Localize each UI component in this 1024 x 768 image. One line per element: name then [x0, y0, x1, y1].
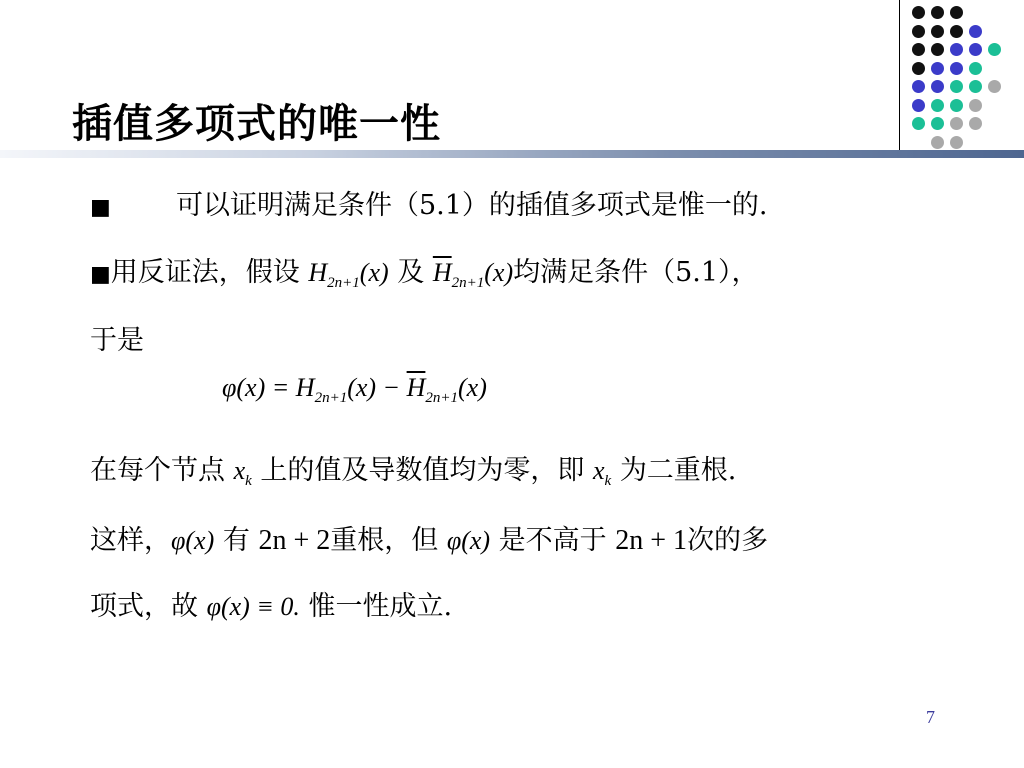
decor-dot [931, 80, 944, 93]
hbar-arg: (x) [484, 258, 514, 287]
decor-dot [931, 99, 944, 112]
decor-dot [950, 25, 963, 38]
line5-text-a: 这样， [90, 525, 171, 556]
line2-text-c: 均满足条件（5.1）， [513, 257, 759, 288]
formula-h-sub: 2n+1 [314, 390, 348, 406]
hbar-subscript: 2n+1 [451, 275, 485, 291]
line6-text-b: 故 [171, 591, 198, 622]
xk-symbol: x [233, 456, 246, 485]
hbar-symbol: $\overline{H}$ [432, 258, 452, 287]
decor-dot [950, 117, 963, 130]
formula-hbar-sub: 2n+1 [425, 390, 459, 406]
line2-text-a: 用反证法，假设 [110, 257, 300, 288]
body-line-2 [90, 250, 759, 292]
line4-text-b: 上的值及导数值均为零，即 [260, 455, 585, 486]
page-number: 7 [926, 707, 935, 727]
body-line-6 [90, 584, 452, 623]
decor-dot [931, 6, 944, 19]
body-line-4 [90, 448, 736, 490]
xk-subscript-2: k [604, 473, 612, 489]
decor-dot [969, 25, 982, 38]
bullet-square-icon: ■ [90, 262, 111, 287]
decor-dot [988, 80, 1001, 93]
decor-dot [950, 6, 963, 19]
decor-dot [912, 43, 925, 56]
decor-dot [931, 117, 944, 130]
decor-dot [912, 25, 925, 38]
line5-text-e: 次的多 [687, 525, 769, 556]
decor-dot [950, 99, 963, 112]
body-line-1 [90, 183, 768, 222]
h-arg: (x) [359, 258, 389, 287]
decor-dot [969, 99, 982, 112]
decor-dot [988, 43, 1001, 56]
xk-symbol-2: x [593, 456, 605, 485]
decor-dot [912, 6, 925, 19]
h-symbol: H [308, 258, 328, 287]
body-line-5 [90, 518, 768, 557]
decor-dot [969, 62, 982, 75]
formula-phi [222, 372, 487, 407]
decor-dot [931, 136, 944, 149]
line5-text-b: 有 [222, 525, 250, 556]
decor-dot [912, 117, 925, 130]
two-n-plus-two: 2n + 2 [258, 525, 331, 556]
decor-dot [969, 80, 982, 93]
xk-subscript: k [245, 473, 252, 489]
line1-text: 可以证明满足条件（5.1）的插值多项式是惟一的. [175, 190, 768, 221]
phi-x-2: φ(x) [446, 526, 491, 555]
line5-text-c: 重根，但 [330, 525, 439, 556]
title-underline-bar [0, 150, 1024, 158]
h-subscript: 2n+1 [327, 275, 360, 291]
decor-dot [950, 43, 963, 56]
line6-text-c: 惟一性成立. [308, 591, 453, 622]
body-line-3: 于是 [90, 325, 144, 356]
decor-dot [931, 62, 944, 75]
decor-dot [931, 25, 944, 38]
decor-dot [950, 62, 963, 75]
formula-hbar: $\overline{H}$ [406, 373, 426, 402]
formula-phi-lhs: φ(x) = [222, 373, 296, 402]
formula-end: (x) [458, 373, 487, 402]
bullet-square-icon: ■ [90, 195, 111, 220]
decor-dot [950, 80, 963, 93]
decor-dot [912, 62, 925, 75]
phi-x: φ(x) [171, 526, 215, 555]
decor-dot [969, 117, 982, 130]
line5-text-d: 是不高于 [498, 525, 607, 556]
line4-text-a: 在每个节点 [90, 455, 225, 486]
decor-dot [912, 99, 925, 112]
two-n-plus-one: 2n + 1 [615, 525, 688, 556]
line2-text-b: 及 [397, 257, 425, 288]
formula-h: H [295, 373, 315, 402]
slide-title: 插值多项式的唯一性 [72, 101, 441, 147]
phi-identity: φ(x) ≡ 0. [206, 592, 300, 621]
decor-dot [969, 43, 982, 56]
decor-dot [912, 80, 925, 93]
line6-text-a: 项式， [90, 591, 171, 622]
decor-dot [931, 43, 944, 56]
formula-mid: (x) − [347, 373, 407, 402]
decor-dot [950, 136, 963, 149]
corner-divider [899, 0, 900, 150]
line4-text-c: 为二重根. [619, 455, 737, 486]
